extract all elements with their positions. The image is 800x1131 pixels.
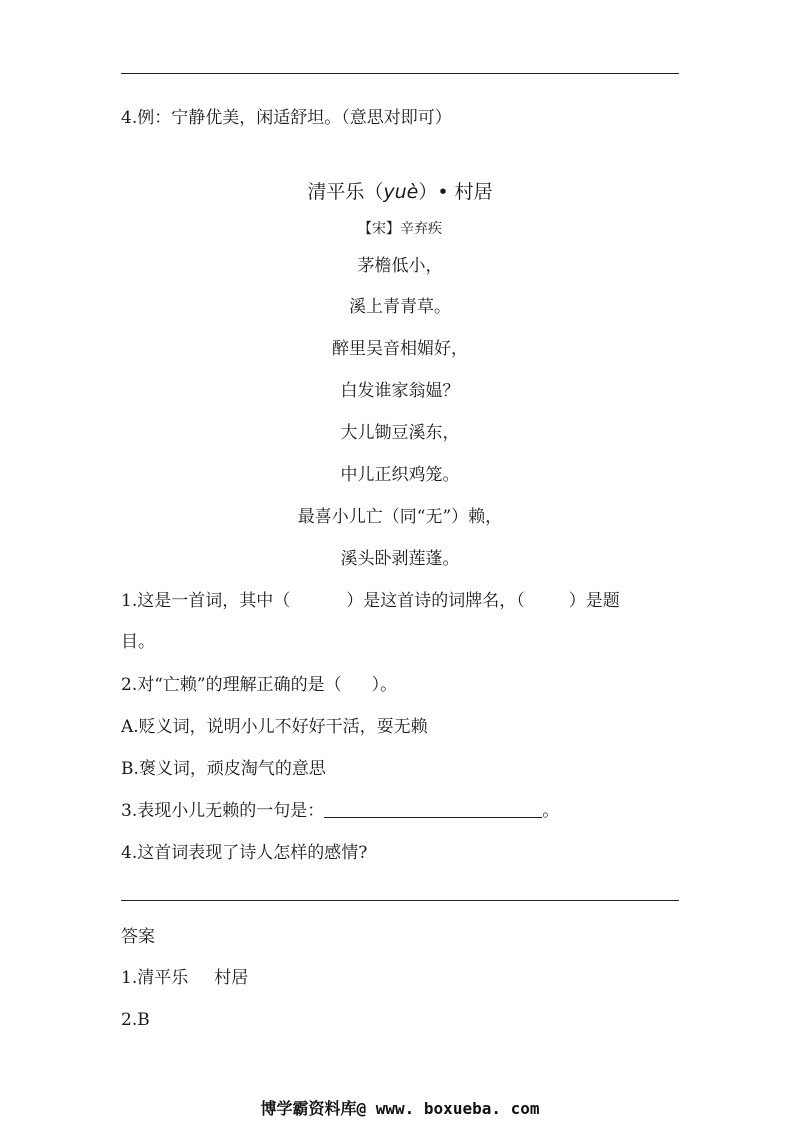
- previous-answer: 4.例：宁静优美，闲适舒坦。（意思对即可）: [121, 108, 452, 128]
- answer-1-label: 1.清平乐: [121, 968, 189, 988]
- question-1-continued: 目。: [121, 632, 155, 652]
- poem-line: 最喜小儿亡（同“无”）赖，: [297, 507, 503, 527]
- option-b: B.褒义词，顽皮淘气的意思: [121, 759, 326, 779]
- question-3: [121, 799, 559, 823]
- answer-1-value: 村居: [214, 968, 249, 988]
- footer-watermark: 博学霸资料库@ www. boxueba. com: [260, 1099, 540, 1118]
- top-rule: [121, 73, 679, 74]
- poem-title-pinyin: yuè: [383, 181, 419, 203]
- answer-1: [121, 966, 248, 990]
- poem-title-sub: ）• 村居: [418, 181, 493, 203]
- poem-line: 茅檐低小，: [357, 256, 443, 276]
- question-3-text: 3.表现小儿无赖的一句是：: [121, 801, 325, 821]
- answer-2: 2.B: [121, 1010, 150, 1030]
- question-4: 4.这首词表现了诗人怎样的感情?: [121, 843, 368, 863]
- poem-author: 【宋】辛弃疾: [358, 221, 442, 237]
- answer-underline[interactable]: [324, 799, 542, 818]
- question-2-end: ）。: [371, 675, 398, 695]
- question-2: [121, 673, 397, 697]
- poem-line: 中儿正织鸡笼。: [340, 465, 460, 485]
- poem-title-main: 清平乐（: [307, 181, 384, 203]
- poem-line: 溪上青青草。: [349, 297, 451, 317]
- question-1-text-b: ）是这首诗的词牌名，（: [346, 591, 525, 611]
- poem-line: 醉里吴音相媚好，: [332, 339, 468, 359]
- question-1-text-c: ）是题: [568, 591, 620, 611]
- poem-title: [0, 180, 800, 204]
- option-a: A.贬义词，说明小儿不好好干活，耍无赖: [121, 717, 428, 737]
- question-2-text: 2.对“亡赖”的理解正确的是（: [121, 675, 342, 695]
- question-3-end: 。: [542, 801, 560, 821]
- poem-line: 大儿锄豆溪东，: [340, 423, 460, 443]
- question-1: [121, 589, 620, 613]
- answer-divider: [121, 900, 679, 901]
- question-1-text-a: 1.这是一首词，其中（: [121, 591, 291, 611]
- poem-line: 白发谁家翁媪？: [340, 381, 460, 401]
- answer-heading: 答案: [121, 927, 155, 947]
- poem-line: 溪头卧剥莲蓬。: [340, 549, 460, 569]
